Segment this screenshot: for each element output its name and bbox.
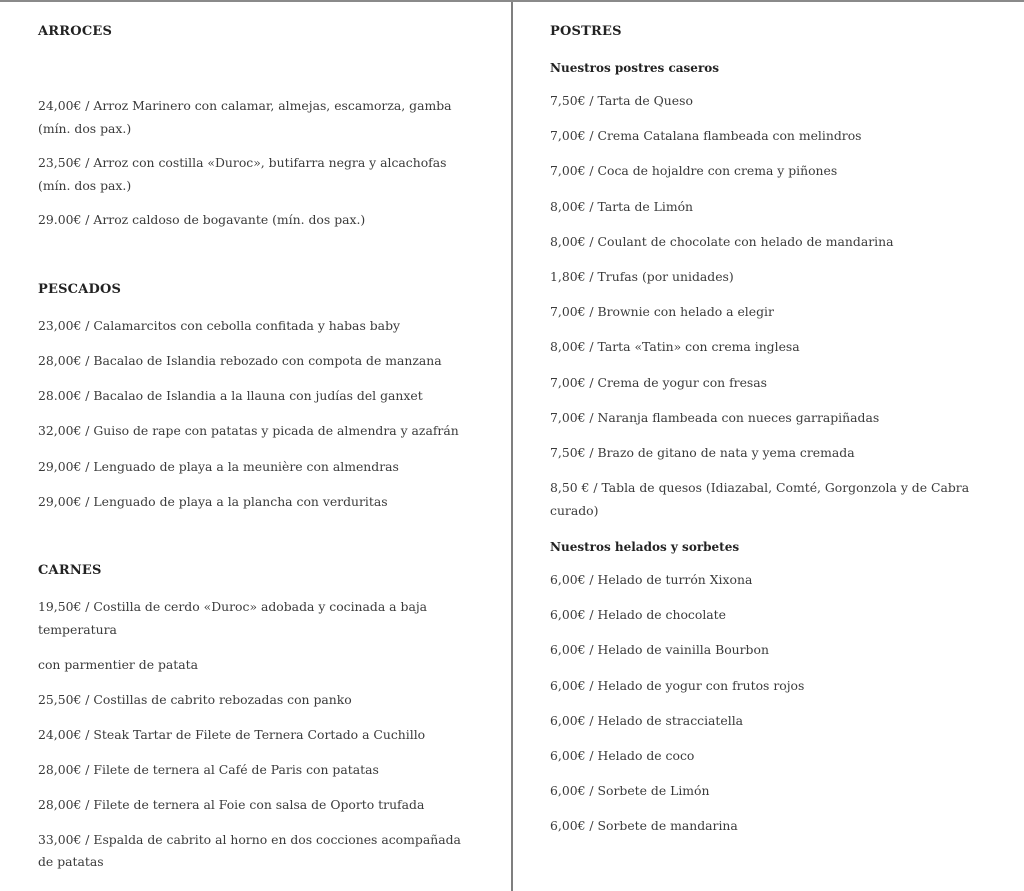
- menu-item: 6,00€ / Helado de coco: [550, 748, 695, 763]
- category-title-carnes: CARNES: [38, 563, 102, 579]
- arroces-list: [38, 95, 471, 232]
- category-title-pescados: PESCADOS: [38, 281, 122, 297]
- subcategory-title-postres-caseros: Nuestros postres caseros: [550, 61, 720, 75]
- menu-item: 23,00€ / Calamarcitos con cebolla confitada y habas baby: [38, 317, 400, 333]
- carnes-list: [38, 596, 471, 874]
- menu-item: 28,00€ / Bacalao de Islandia rebozado con compota de manzana: [38, 352, 442, 368]
- menu-item: 7,50€ / Tarta de Queso: [550, 93, 693, 108]
- menu-item: 28,00€ / Filete de ternera al Café de Paris con patatas: [38, 761, 379, 777]
- menu-item: 8,50 € / Tabla de quesos (Idiazabal, Comté, Gorgonzola y de Cabra curado): [550, 480, 970, 518]
- menu-item: 1,80€ / Trufas (por unidades): [550, 268, 734, 284]
- helados-list: [550, 569, 974, 838]
- menu-item: 28.00€ / Bacalao de Islandia a la llauna con judías del ganxet: [38, 388, 423, 404]
- menu-item: 29,00€ / Lenguado de playa a la meunière con almendras: [38, 458, 399, 474]
- menu-item: 19,50€ / Costilla de cerdo «Duroc» adobada y cocinada a baja temperatura: [38, 599, 428, 637]
- subcategory-title-helados: Nuestros helados y sorbetes: [550, 540, 740, 555]
- menu-item: 7,00€ / Crema Catalana flambeada con melindros: [550, 128, 862, 144]
- menu-item: 6,00€ / Helado de stracciatella: [550, 712, 744, 728]
- menu-item: 6,00€ / Helado de chocolate: [550, 607, 726, 623]
- menu-item: 8,00€ / Tarta «Tatin» con crema inglesa: [550, 339, 800, 355]
- menu-item: 33,00€ / Espalda de cabrito al horno en dos cocciones acompañada de patatas: [38, 831, 461, 870]
- right-menu-column: [513, 2, 1024, 891]
- menu-item: con parmentier de patata: [38, 656, 199, 672]
- menu-item: 6,00€ / Helado de vainilla Bourbon: [550, 642, 769, 658]
- menu-item: 28,00€ / Filete de ternera al Foie con salsa de Oporto trufada: [38, 796, 425, 812]
- menu-item: 8,00€ / Tarta de Limón: [550, 198, 694, 214]
- menu-item: 29,00€ / Lenguado de playa a la plancha con verduritas: [38, 493, 388, 509]
- menu-item: 7,00€ / Coca de hojaldre con crema y piñones: [550, 163, 838, 179]
- menu-item: 7,50€ / Brazo de gitano de nata y yema cremada: [550, 444, 855, 460]
- category-title-arroces: ARROCES: [38, 24, 113, 39]
- category-title-postres: POSTRES: [550, 24, 622, 39]
- menu-item: 32,00€ / Guiso de rape con patatas y picada de almendra y azafrán: [38, 423, 459, 439]
- menu-item: 7,00€ / Brownie con helado a elegir: [550, 304, 774, 320]
- menu-item: 25,50€ / Costillas de cabrito rebozadas con panko: [38, 691, 352, 707]
- menu-item: 6,00€ / Helado de turrón Xixona: [550, 572, 753, 588]
- menu-item: 7,00€ / Crema de yogur con fresas: [550, 374, 768, 390]
- menu-item: 6,00€ / Sorbete de Limón: [550, 783, 710, 799]
- postres-caseros-list: [550, 90, 974, 522]
- menu-item: 24,00€ / Steak Tartar de Filete de Ternera Cortado a Cuchillo: [38, 726, 426, 742]
- menu-item: 29.00€ / Arroz caldoso de bogavante (mín. dos pax.): [38, 212, 366, 227]
- menu-item: 6,00€ / Sorbete de mandarina: [550, 818, 738, 834]
- pescados-list: [38, 315, 471, 514]
- left-menu-column: [0, 2, 511, 891]
- menu-item: 8,00€ / Coulant de chocolate con helado de mandarina: [550, 233, 894, 249]
- menu-item: 23,50€ / Arroz con costilla «Duroc», butifarra negra y alcachofas (mín. dos pax.): [38, 155, 447, 193]
- menu-item: 24,00€ / Arroz Marinero con calamar, almejas, escamorza, gamba (mín. dos pax.): [38, 98, 452, 136]
- menu-item: 7,00€ / Naranja flambeada con nueces garrapiñadas: [550, 409, 880, 425]
- menu-item: 6,00€ / Helado de yogur con frutos rojos: [550, 677, 805, 693]
